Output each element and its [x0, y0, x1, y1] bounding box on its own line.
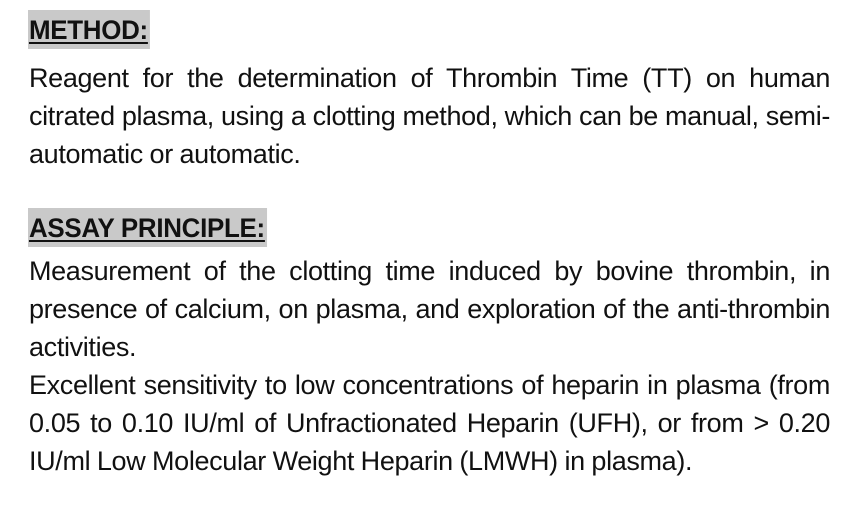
- assay-principle-section: [29, 208, 830, 480]
- assay-principle-paragraph-1: Measurement of the clotting time induced by bovine thrombin, in presence of calcium, on plasma, and exploration of the anti-thrombin activities.: [29, 256, 830, 362]
- method-text: Reagent for the determination of Thrombin Time (TT) on human citrated plasma, using a clotting method, which can be manual, semi-automatic or automatic.: [29, 63, 830, 169]
- assay-principle-paragraph-2: Excellent sensitivity to low concentrations of heparin in plasma (from 0.05 to 0.10 IU/ml of Unfractionated Heparin (UFH), or from > 0.20 IU/ml Low Molecular Weight Heparin (LMWH) in plasma).: [29, 370, 830, 476]
- assay-principle-heading: ASSAY PRINCIPLE:: [28, 208, 267, 247]
- method-section: [29, 10, 830, 173]
- method-heading: METHOD:: [28, 10, 150, 49]
